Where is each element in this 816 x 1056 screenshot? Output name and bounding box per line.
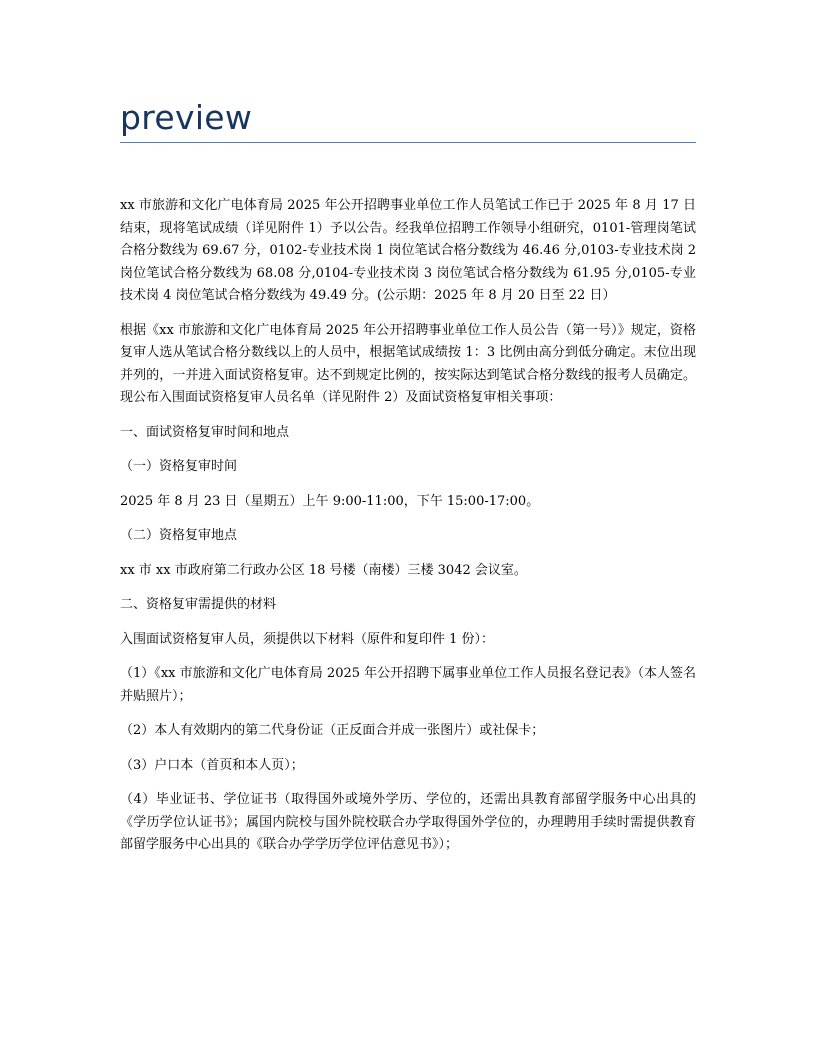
list-item-diploma: （4）毕业证书、学位证书（取得国外或境外学历、学位的，还需出具教育部留学服务中心出具的《学历学位认证书》；属国内院校与国外院校联合办学取得国外学位的，办理聘用手续时需提供教育部留学服务中心出具的《联合办学学历学位评估意见书》）； <box>120 792 696 852</box>
paragraph-basis: 根据《xx 市旅游和文化广电体育局 2025 年公开招聘事业单位工作人员公告（第一号）》规定，资格复审人选从笔试合格分数线以上的人员中，根据笔试成绩按 1：3 比例由高分到低分确定。末位出现并列的，一并进入面试资格复审。达不到规定比例的，按实际达到笔试合格分数线的报考人员确定。现公布入围面试资格复审人员名单（详见附件 2）及面试资格复审相关事项： <box>120 322 696 405</box>
list-item-id-card: （2）本人有效期内的第二代身份证（正反面合并成一张图片）或社保卡； <box>120 723 545 738</box>
title-underline <box>120 142 696 143</box>
heading-materials: 二、资格复审需提供的材料 <box>120 597 277 612</box>
subheading-review-place: （二）资格复审地点 <box>120 528 238 543</box>
paragraph-review-place: xx 市 xx 市政府第二行政办公区 18 号楼（南楼）三楼 3042 会议室。 <box>120 562 527 578</box>
document-body <box>120 195 696 857</box>
list-item-household-register: （3）户口本（首页和本人页）； <box>120 757 304 773</box>
subheading-review-time: （一）资格复审时间 <box>120 459 238 474</box>
list-item-registration-form: （1）《xx 市旅游和文化广电体育局 2025 年公开招聘下属事业单位工作人员报名登记表》（本人签名并贴照片）； <box>120 666 696 704</box>
paragraph-announcement: xx 市旅游和文化广电体育局 2025 年公开招聘事业单位工作人员笔试工作已于 2025 年 8 月 17 日结束，现将笔试成绩（详见附件 1）予以公告。经我单位招聘工作领导小组研究，0101-管理岗笔试合格分数线为 69.67 分，0102-专业技术岗 1 岗位笔试合格分数线为 46.46 分,0103-专业技术岗 2 岗位笔试合格分数线为 68.08 分,0104-专业技术岗 3 岗位笔试合格分数线为 61.95 分,0105-专业技术岗 4 岗位笔试合格分数线为 49.49 分。(公示期：2025 年 8 月 20 日至 22 日） <box>120 198 696 303</box>
paragraph-review-time: 2025 年 8 月 23 日（星期五）上午 9:00-11:00，下午 15:00-17:00。 <box>120 493 540 509</box>
paragraph-materials-intro: 入围面试资格复审人员，须提供以下材料（原件和复印件 1 份）： <box>120 631 495 647</box>
document-page <box>120 0 696 869</box>
document-title: preview <box>120 98 253 137</box>
heading-time-and-place: 一、面试资格复审时间和地点 <box>120 424 290 440</box>
